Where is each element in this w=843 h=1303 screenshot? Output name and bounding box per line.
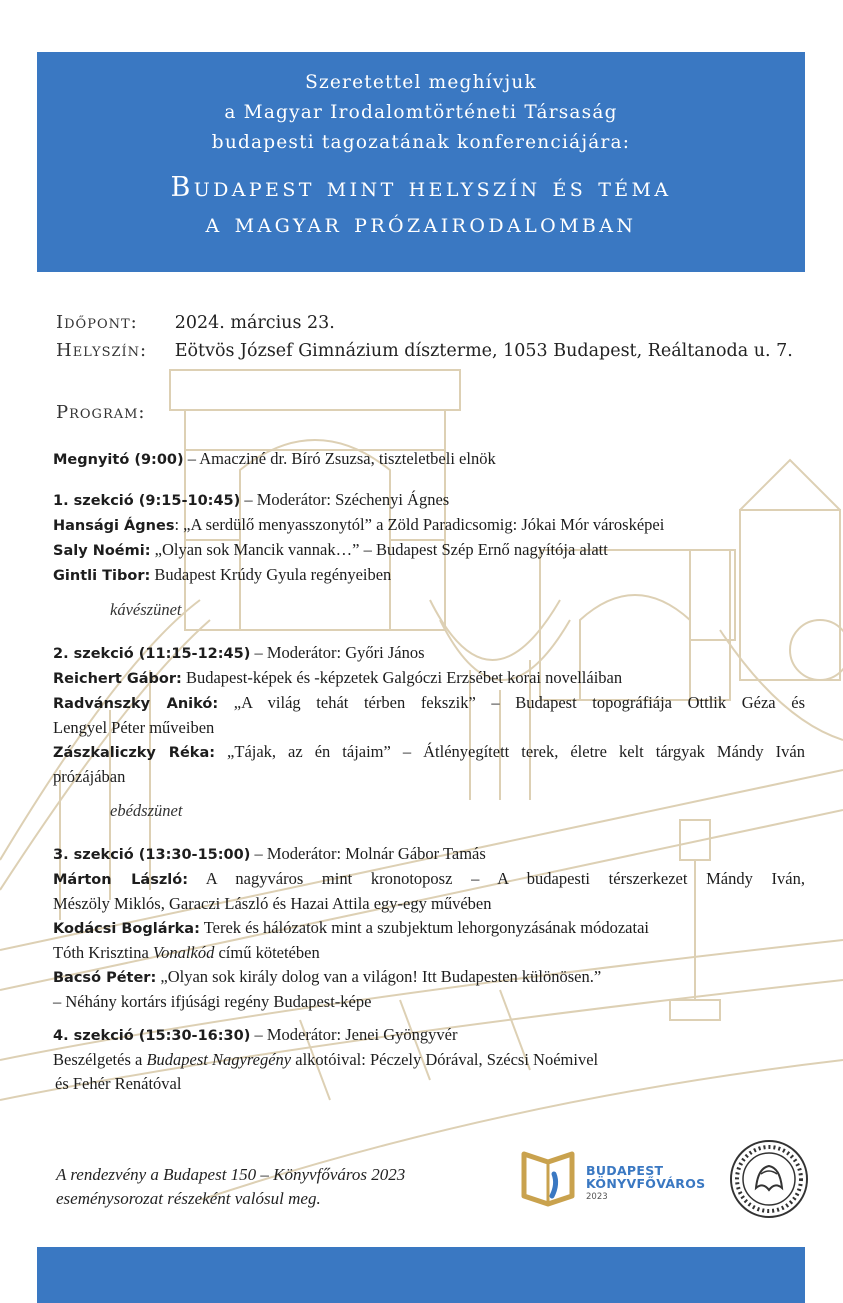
talk-speaker: Bacsó Péter: xyxy=(53,970,157,986)
place-row xyxy=(56,340,793,361)
date-value: 2024. március 23. xyxy=(174,313,335,333)
title-line: a magyar prózairodalomban xyxy=(205,208,637,239)
opening-text: – Amacziné dr. Bíró Zsuzsa, tiszteletbeli elnök xyxy=(183,449,496,468)
section-title: 2. szekció (11:15-12:45) xyxy=(53,646,251,662)
talk-title: Budapest-képek és -képzetek Galgóczi Erzsébet korai novelláiban xyxy=(181,668,623,687)
logo-year: 2023 xyxy=(586,1192,608,1202)
section-3 xyxy=(53,842,805,1014)
invite-line: budapesti tagozatának konferenciájára: xyxy=(211,132,631,153)
lunch-break: ebédszünet xyxy=(110,801,183,820)
talk-speaker: Saly Noémi: xyxy=(53,543,151,559)
date-label: Időpont: xyxy=(56,312,138,333)
section-1 xyxy=(53,488,805,588)
bottom-band xyxy=(37,1247,805,1303)
opening xyxy=(53,447,805,472)
book-logo-icon xyxy=(518,1148,578,1208)
discussion-text: Beszélgetés a xyxy=(53,1050,147,1069)
book-title: Vonalkód xyxy=(152,943,215,962)
talk-title: „Tájak, az én tájaim” – Átlényegített terek, életre kelt tárgyak Mándy Iván xyxy=(215,742,805,761)
talk-title: A nagyváros mint kronotoposz – A budapesti térszerkezet Mándy Iván, xyxy=(188,869,805,888)
section-title: 1. szekció (9:15-10:45) xyxy=(53,493,241,509)
footer-note xyxy=(56,1163,405,1211)
talk-title: : „A serdülő menyasszonytól” a Zöld Paradicsomig: Jókai Mór városképei xyxy=(174,515,665,534)
section-title: 4. szekció (15:30-16:30) xyxy=(53,1028,251,1044)
talk-title-cont: – Néhány kortárs ifjúsági regény Budapest-képe xyxy=(53,992,372,1011)
talk-title: „A világ tehát térben fekszik” – Budapest topográfiája Ottlik Géza és xyxy=(218,693,805,712)
header-band xyxy=(37,52,805,272)
talk-title-cont: című kötetében xyxy=(214,943,320,962)
footer-line: A rendezvény a Budapest 150 – Könyvfőváros 2023 xyxy=(56,1165,406,1184)
talk-speaker: Radvánszky Anikó: xyxy=(53,696,219,712)
title-line: Budapest mint helyszín és téma xyxy=(170,172,672,203)
place-value: Eötvös József Gimnázium díszterme, 1053 Budapest, Reáltanoda u. 7. xyxy=(174,341,793,361)
talk-speaker: Reichert Gábor: xyxy=(53,671,182,687)
logo-line-1: BUDAPEST xyxy=(586,1163,664,1178)
footer-line: eseménysorozat részeként valósul meg. xyxy=(56,1189,321,1208)
talk-speaker: Hansági Ágnes xyxy=(53,518,175,534)
logo-line-2: KÖNYVFŐVÁROS xyxy=(586,1176,706,1191)
talk-speaker: Zászkaliczky Réka: xyxy=(53,745,216,761)
date-row xyxy=(56,312,335,333)
place-label: Helyszín: xyxy=(56,340,148,361)
program-label: Program: xyxy=(56,402,146,423)
section-moderator: – Moderátor: Jenei Gyöngyvér xyxy=(250,1025,458,1044)
talk-title-cont: Tóth Krisztina xyxy=(53,943,153,962)
talk-speaker: Kodácsi Boglárka: xyxy=(53,921,200,937)
section-moderator: – Moderátor: Molnár Gábor Tamás xyxy=(250,844,486,863)
talk-title: „Olyan sok király dolog van a világon! Itt Budapesten különösen.” xyxy=(156,967,602,986)
talk-title: „Olyan sok Mancik vannak…” – Budapest Szép Ernő nagyítója alatt xyxy=(150,540,608,559)
section-4 xyxy=(53,1023,805,1096)
budapest-konyvfovaros-logo xyxy=(518,1148,718,1208)
invitation-text xyxy=(37,68,805,158)
coffee-break: kávészünet xyxy=(110,600,182,619)
talk-title: Budapest Krúdy Gyula regényeiben xyxy=(150,565,392,584)
book-title: Budapest Nagyregény xyxy=(146,1050,292,1069)
section-title: 3. szekció (13:30-15:00) xyxy=(53,847,251,863)
invite-line: a Magyar Irodalomtörténeti Társaság xyxy=(224,102,618,123)
talk-title-cont: Mészöly Miklós, Garaczi László és Hazai Attila egy-egy művében xyxy=(53,894,492,913)
invite-line: Szeretettel meghívjuk xyxy=(305,72,537,93)
discussion-text: és Fehér Renátóval xyxy=(55,1074,182,1093)
opening-title: Megnyitó (9:00) xyxy=(53,452,184,468)
talk-title: Terek és hálózatok mint a szubjektum lehorgonyzásának módozatai xyxy=(199,918,649,937)
talk-speaker: Gintli Tibor: xyxy=(53,568,151,584)
section-moderator: – Moderátor: Győri János xyxy=(250,643,425,662)
section-moderator: – Moderátor: Széchenyi Ágnes xyxy=(240,490,450,509)
talk-speaker: Márton László: xyxy=(53,872,188,888)
talk-title-cont: Lengyel Péter műveiben xyxy=(53,718,215,737)
talk-title-cont: prózájában xyxy=(53,767,126,786)
society-seal-icon xyxy=(728,1138,810,1220)
discussion-text: alkotóival: Péczely Dórával, Szécsi Noémivel xyxy=(291,1050,599,1069)
conference-title xyxy=(37,170,805,242)
section-2 xyxy=(53,641,805,789)
